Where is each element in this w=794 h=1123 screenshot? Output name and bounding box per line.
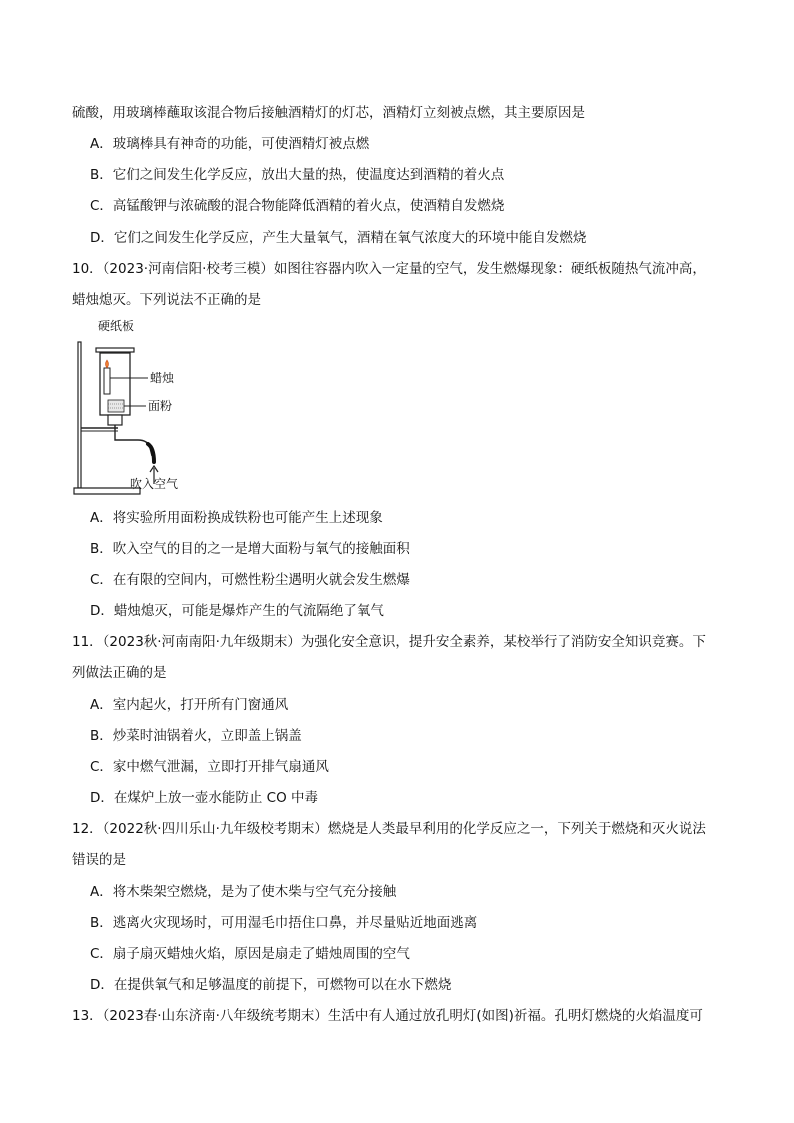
apparatus-diagram <box>68 316 198 496</box>
q10-option-d: D．蜡烛熄灭，可能是爆炸产生的气流隔绝了氧气 <box>90 603 384 619</box>
cardboard <box>96 348 134 352</box>
stand-rod <box>78 342 81 488</box>
label-blow-air: 吹入空气 <box>130 477 179 491</box>
q13-stem-line1: 13．（2023春·山东济南·八年级统考期末）生活中有人通过放孔明灯(如图)祈福。孔明灯燃烧的火焰温度可 <box>72 1008 703 1024</box>
q9-option-d: D．它们之间发生化学反应，产生大量氧气，酒精在氧气浓度大的环境中能自发燃烧 <box>90 230 587 246</box>
q11-option-d: D．在煤炉上放一壶水能防止 CO 中毒 <box>90 790 319 806</box>
q11-stem-line1: 11．（2023秋·河南南阳·九年级期末）为强化安全意识，提升安全素养，某校举行了消防安全知识竞赛。下 <box>72 634 706 650</box>
q9-option-c: C．高锰酸钾与浓硫酸的混合物能降低酒精的着火点，使酒精自发燃烧 <box>90 198 505 214</box>
air-tube <box>115 425 152 456</box>
q9-stem: 硫酸，用玻璃棒蘸取该混合物后接触酒精灯的灯芯，酒精灯立刻被点燃，其主要原因是 <box>72 105 585 121</box>
dust-explosion-apparatus-figure <box>68 316 198 496</box>
label-candle: 蜡烛 <box>150 371 175 385</box>
q10-stem-line1: 10．（2023·河南信阳·校考三模）如图往容器内吹入一定量的空气，发生燃爆现象：硬纸板随热气流冲高， <box>72 261 706 277</box>
q9-option-b: B．它们之间发生化学反应，放出大量的热，使温度达到酒精的着火点 <box>90 167 505 183</box>
flame-icon <box>106 360 109 368</box>
q10-stem-line2: 蜡烛熄灭。下列说法不正确的是 <box>72 292 261 308</box>
q12-option-a: A．将木柴架空燃烧，是为了使木柴与空气充分接触 <box>90 884 397 900</box>
q11-option-b: B．炒菜时油锅着火，立即盖上锅盖 <box>90 728 302 744</box>
flour-pile <box>108 400 124 412</box>
q9-option-a: A．玻璃棒具有神奇的功能，可使酒精灯被点燃 <box>90 136 370 152</box>
candle <box>104 368 110 394</box>
q12-option-b: B．逃离火灾现场时，可用湿毛巾捂住口鼻，并尽量贴近地面逃离 <box>90 915 478 931</box>
label-flour: 面粉 <box>148 399 173 413</box>
q10-option-b: B．吹入空气的目的之一是增大面粉与氧气的接触面积 <box>90 541 410 557</box>
container-neck <box>108 415 122 425</box>
q10-option-a: A．将实验所用面粉换成铁粉也可能产生上述现象 <box>90 510 383 526</box>
q12-stem-line2: 错误的是 <box>72 852 126 868</box>
q11-option-a: A．室内起火，打开所有门窗通风 <box>90 697 289 713</box>
q12-stem-line1: 12．（2022秋·四川乐山·九年级校考期末）燃烧是人类最早利用的化学反应之一，下列关于燃烧和灭火说法 <box>72 821 706 837</box>
q10-option-c: C．在有限的空间内，可燃性粉尘遇明火就会发生燃爆 <box>90 572 410 588</box>
q11-option-c: C．家中燃气泄漏，立即打开排气扇通风 <box>90 759 329 775</box>
q11-stem-line2: 列做法正确的是 <box>72 665 167 681</box>
q12-option-d: D．在提供氧气和足够温度的前提下，可燃物可以在水下燃烧 <box>90 977 452 993</box>
q12-option-c: C．扇子扇灭蜡烛火焰，原因是扇走了蜡烛周围的空气 <box>90 946 410 962</box>
label-cardboard: 硬纸板 <box>98 319 135 333</box>
